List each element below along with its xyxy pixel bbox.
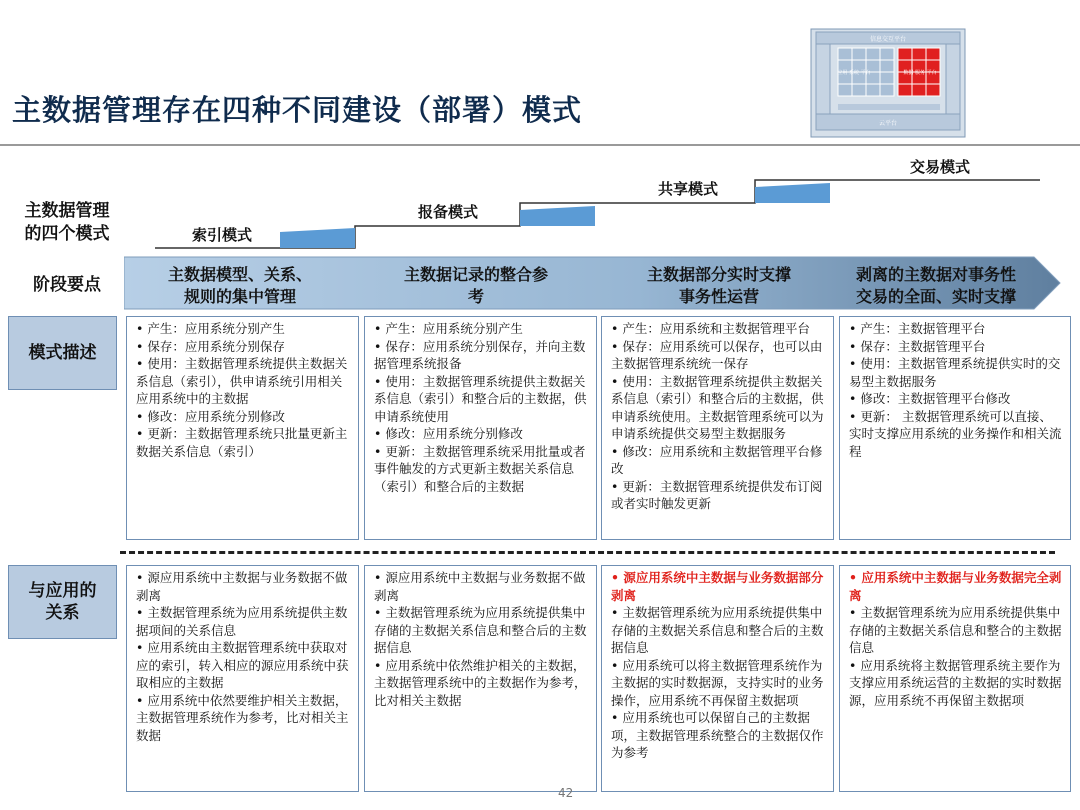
desc-line: • 更新：主数据管理系统只批量更新主数据关系信息（索引）: [136, 426, 348, 459]
relation-row-label: 与应用的 关系: [8, 565, 117, 639]
desc-line: • 修改：应用系统和主数据管理平台修改: [611, 443, 823, 476]
desc-line: • 产生：主数据管理平台: [849, 321, 986, 336]
stage-text-2: 主数据记录的整合参 考: [403, 265, 548, 306]
relation-line: • 主数据管理系统为应用系统提供集中存储的主数据关系信息和整合的主数据信息: [849, 605, 1062, 655]
relation-line: • 主数据管理系统为应用系统提供主数据项间的关系信息: [136, 605, 348, 638]
architecture-thumbnail: [810, 28, 966, 138]
relation-line: • 应用系统将主数据管理系统主要作为支撑应用系统运营的主数据的实时数据源，应用系统不再保留主数据项: [849, 657, 1062, 708]
relation-line: • 源应用系统中主数据与业务数据不做剥离: [374, 570, 586, 603]
thumb-bottom-label: 云平台: [878, 120, 898, 127]
relation-line: • 主数据管理系统为应用系统提供集中存储的主数据关系信息和整合后的主数据信息: [374, 605, 587, 655]
desc-line: • 产生：应用系统和主数据管理平台: [611, 321, 810, 336]
mode-staircase: [150, 170, 1050, 255]
relation-line: • 应用系统也可以保留自己的主数据项，主数据管理系统整合的主数据仅作为参考: [611, 710, 824, 760]
section-divider: [120, 551, 1055, 554]
relation-line: • 应用系统中依然要维护相关主数据，主数据管理系统作为参考，比对相关主数据: [136, 692, 349, 743]
desc-line: • 产生：应用系统分别产生: [374, 321, 523, 336]
relation-cell-transaction: [839, 565, 1071, 792]
stage-text-1: 主数据模型、关系、 规则的集中管理: [167, 265, 312, 306]
title-divider: [0, 144, 1080, 146]
desc-cell-transaction: [839, 316, 1071, 540]
thumb-left-label: 应用 系统 平台: [837, 70, 871, 76]
desc-line: • 更新：主数据管理系统采用批量或者事件触发的方式更新主数据关系信息（索引）和整合后的主数据: [374, 443, 586, 494]
desc-line: • 使用：主数据管理系统提供实时的交易型主数据服务: [849, 356, 1061, 389]
relation-cell-filing: [364, 565, 597, 792]
page-title: 主数据管理存在四种不同建设（部署）模式: [12, 93, 583, 127]
relation-highlight: • 应用系统中主数据与业务数据完全剥离: [849, 570, 1062, 603]
desc-line: • 保存：主数据管理平台: [849, 338, 986, 354]
stage-text-4: 剥离的主数据对事务性 交易的全面、实时支撑: [855, 265, 1016, 306]
desc-line: • 修改：应用系统分别修改: [374, 426, 523, 441]
desc-cell-filing: [364, 316, 597, 540]
stage-text-3: 主数据部分实时支撑 事务性运营: [646, 265, 791, 306]
mode-label-sharing: 共享模式: [658, 180, 719, 198]
desc-line: • 使用：主数据管理系统提供主数据关系信息（索引）和整合后的主数据，供申请系统使用。主数据管理系统可以为申请系统提供交易型主数据服务: [611, 373, 824, 441]
mode-label-index: 索引模式: [192, 226, 253, 244]
desc-cell-index: [126, 316, 359, 540]
step-ramp-1: [280, 228, 355, 248]
relation-cell-index: [126, 565, 359, 792]
desc-line: • 更新： 主数据管理系统可以直接、实时支撑应用系统的业务操作和相关流程: [849, 408, 1062, 459]
thumb-top-label: 信息交互平台: [869, 36, 907, 43]
stage-row-label: 阶段要点: [33, 275, 101, 295]
mode-label-filing: 报备模式: [418, 203, 479, 221]
desc-line: • 使用：主数据管理系统提供主数据关系信息（索引）和整合后的主数据，供申请系统使用: [374, 373, 587, 424]
mode-label-transaction: 交易模式: [910, 158, 971, 176]
desc-line: • 保存：应用系统可以保存，也可以由主数据管理系统统一保存: [611, 338, 823, 371]
step-ramp-2: [520, 206, 595, 226]
desc-line: • 修改：主数据管理平台修改: [849, 391, 1011, 406]
relation-line: • 应用系统由主数据管理系统中获取对应的索引，转入相应的源应用系统中获取相应的主数据: [136, 640, 349, 690]
relation-line: • 源应用系统中主数据与业务数据不做剥离: [136, 570, 348, 603]
step-ramp-3: [755, 183, 830, 203]
desc-line: • 保存：应用系统分别保存，并向主数据管理系统报备: [374, 338, 586, 371]
relation-line: • 主数据管理系统为应用系统提供集中存储的主数据关系信息和整合后的主数据信息: [611, 605, 824, 655]
relation-highlight: • 源应用系统中主数据与业务数据部分剥离: [611, 570, 824, 603]
desc-row-label: 模式描述: [8, 316, 117, 390]
desc-line: • 修改：应用系统分别修改: [136, 408, 285, 424]
thumb-right-label: 数据 服务 平台: [903, 70, 937, 76]
desc-line: • 使用：主数据管理系统提供主数据关系信息（索引），供申请系统引用相关应用系统中的主数据: [136, 356, 348, 406]
relation-cell-sharing: [601, 565, 834, 792]
relation-line: • 应用系统中依然维护相关的主数据，主数据管理系统中的主数据作为参考，比对相关主数据: [374, 657, 587, 708]
page-number: 42: [558, 786, 574, 800]
desc-line: • 更新：主数据管理系统提供发布订阅或者实时触发更新: [611, 478, 823, 511]
desc-line: • 产生：应用系统分别产生: [136, 321, 285, 336]
desc-cell-sharing: [601, 316, 834, 540]
relation-line: • 应用系统可以将主数据管理系统作为主数据的实时数据源，支持实时的业务操作，应用系统不再保留主数据项: [611, 657, 824, 708]
desc-line: • 保存：应用系统分别保存: [136, 338, 285, 354]
modes-row-label: 主数据管理 的四个模式: [24, 201, 110, 244]
